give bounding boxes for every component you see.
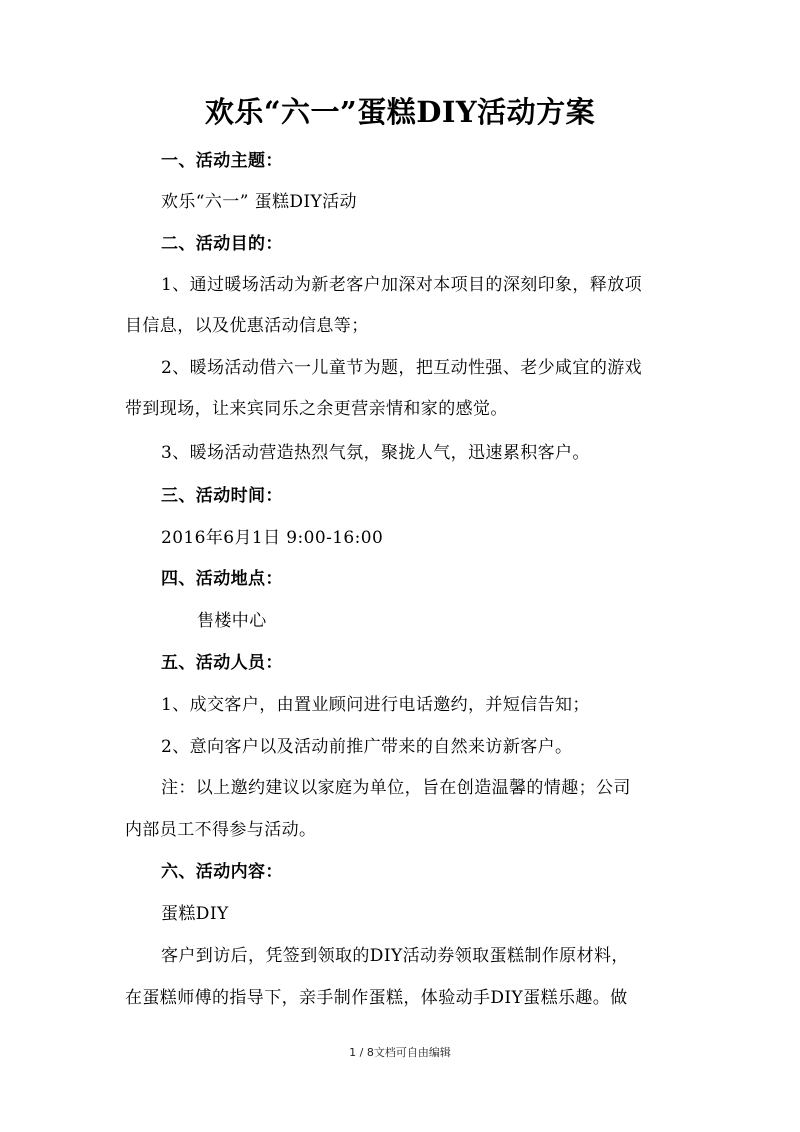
paragraph-theme: 欢乐“六一” 蛋糕DIY活动: [161, 192, 357, 212]
paragraph-participants-2: 2、意向客户以及活动前推广带来的自然来访新客户。: [161, 737, 573, 757]
paragraph-content-subtitle: 蛋糕DIY: [161, 904, 229, 924]
page-footer: 1 / 8文档可自由编辑: [349, 1046, 451, 1059]
paragraph-time: 2016年6月1日 9:00-16:00: [161, 528, 384, 548]
paragraph-purpose-1-line-2: 目信息，以及优惠活动信息等；: [125, 316, 369, 336]
paragraph-location: 售楼中心: [197, 611, 267, 631]
section-heading-participants: 五、活动人员：: [161, 653, 283, 673]
section-heading-theme: 一、活动主题：: [161, 151, 283, 171]
paragraph-purpose-1-line-1: 1、通过暖场活动为新老客户加深对本项目的深刻印象，释放项: [161, 275, 643, 295]
section-heading-content: 六、活动内容：: [161, 862, 283, 882]
section-heading-purpose: 二、活动目的：: [161, 234, 283, 254]
paragraph-content-line-2: 在蛋糕师傅的指导下，亲手制作蛋糕，体验动手DIY蛋糕乐趣。做: [125, 988, 628, 1008]
paragraph-content-line-1: 客户到访后，凭签到领取的DIY活动券领取蛋糕制作原材料，: [161, 946, 629, 966]
paragraph-note-line-1: 注：以上邀约建议以家庭为单位，旨在创造温馨的情趣；公司: [161, 778, 631, 798]
section-heading-location: 四、活动地点：: [161, 569, 283, 589]
document-title: 欢乐“六一”蛋糕DIY活动方案: [204, 95, 596, 129]
section-heading-time: 三、活动时间：: [161, 486, 283, 506]
paragraph-purpose-2-line-1: 2、暖场活动借六一儿童节为题，把互动性强、老少咸宜的游戏: [161, 358, 643, 378]
paragraph-purpose-3: 3、暖场活动营造热烈气氛，聚拢人气，迅速累积客户。: [161, 443, 590, 463]
paragraph-purpose-2-line-2: 带到现场，让来宾同乐之余更营亲情和家的感觉。: [125, 399, 508, 419]
paragraph-participants-1: 1、成交客户，由置业顾问进行电话邀约，并短信告知；: [161, 695, 590, 715]
paragraph-note-line-2: 内部员工不得参与活动。: [125, 820, 317, 840]
